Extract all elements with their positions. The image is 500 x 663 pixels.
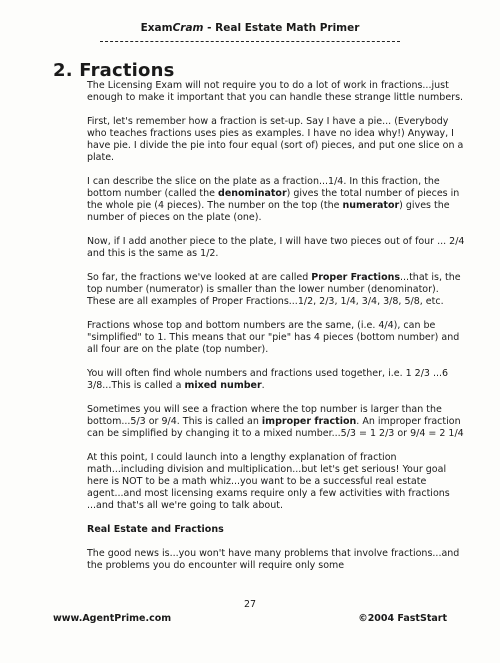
text-span: ) gives the number of pieces on the plate (one). bbox=[87, 200, 450, 223]
term-numerator: numerator bbox=[342, 200, 400, 211]
paragraph-intro: The Licensing Exam will not require you to do a lot of work in fractions...just enough to make it important that you can handle these strange little numbers. bbox=[87, 80, 464, 103]
term-improper-fraction: improper fraction bbox=[261, 416, 357, 427]
footer-website: www.AgentPrime.com bbox=[53, 613, 172, 624]
text-span: I can describe the slice on the plate as a fraction...1/4. In this fraction, the bottom number (called the bbox=[87, 176, 440, 199]
text-span: ) gives the total number of pieces in the whole pie (4 pieces). The number on the top (the bbox=[87, 188, 460, 211]
term-denominator: denominator bbox=[218, 188, 287, 199]
paragraph-improper-fraction bbox=[87, 404, 467, 440]
header-brand-italic: Cram bbox=[172, 22, 204, 34]
page-header bbox=[0, 22, 500, 34]
paragraph-get-serious: At this point, I could launch into a lengthy explanation of fraction math...including division and multiplication...but let's get serious! Your goal here is NOT to be a math whiz...you want to be a successful real estate agent...and most licensing exams require only a few activities with fractions ...and that's all we're going to talk about. bbox=[87, 452, 450, 511]
paragraph-denominator bbox=[87, 176, 467, 224]
text-span: ...that is, the top number (numerator) is smaller than the lower number (denominator). These are all examples of Proper Fractions...1/2, 2/3, 1/4, 3/4, 3/8, 5/8, etc. bbox=[87, 272, 461, 307]
paragraph-mixed-number bbox=[87, 368, 467, 392]
text-span: Sometimes you will see a fraction where the top number is larger than the bottom...5/3 or 9/4. This is called an bbox=[87, 404, 442, 427]
footer-copyright: ©2004 FastStart bbox=[358, 613, 447, 624]
body-text bbox=[87, 80, 467, 584]
header-brand-prefix: Exam bbox=[140, 22, 173, 34]
text-span: You will often find whole numbers and fractions used together, i.e. 1 2/3 ...6 3/8...This is called a bbox=[87, 368, 449, 391]
section-title: 2. Fractions bbox=[53, 60, 175, 81]
subheading-real-estate-fractions: Real Estate and Fractions bbox=[87, 524, 224, 535]
paragraph-proper-fractions bbox=[87, 272, 467, 308]
paragraph-two-pieces: Now, if I add another piece to the plate, I will have two pieces out of four ... 2/4 and this is the same as 1/2. bbox=[87, 236, 465, 259]
page-number: 27 bbox=[243, 599, 257, 610]
text-span: So far, the fractions we've looked at are called bbox=[87, 272, 312, 283]
header-title: - Real Estate Math Primer bbox=[203, 22, 360, 34]
paragraph-pie-setup: First, let's remember how a fraction is set-up. Say I have a pie... (Everybody who teaches fractions uses pies as examples. I have no idea why!) Anyway, I have pie. I divide the pie into four equal (sort of) pieces, and put one slice on a plate. bbox=[87, 116, 464, 163]
paragraph-simplified: Fractions whose top and bottom numbers are the same, (i.e. 4/4), can be "simplified" to 1. This means that our "pie" has 4 pieces (bottom number) and all four are on the plate (top number). bbox=[87, 320, 460, 355]
header-divider bbox=[100, 41, 400, 42]
paragraph-good-news: The good news is...you won't have many problems that involve fractions...and the problems you do encounter will require only some bbox=[87, 548, 460, 571]
text-span: . An improper fraction can be simplified by changing it to a mixed number...5/3 = 1 2/3 or 9/4 = 2 1/4 bbox=[87, 416, 464, 439]
term-proper-fractions: Proper Fractions bbox=[311, 272, 401, 283]
term-mixed-number: mixed number bbox=[184, 380, 262, 391]
text-span: . bbox=[261, 380, 265, 391]
